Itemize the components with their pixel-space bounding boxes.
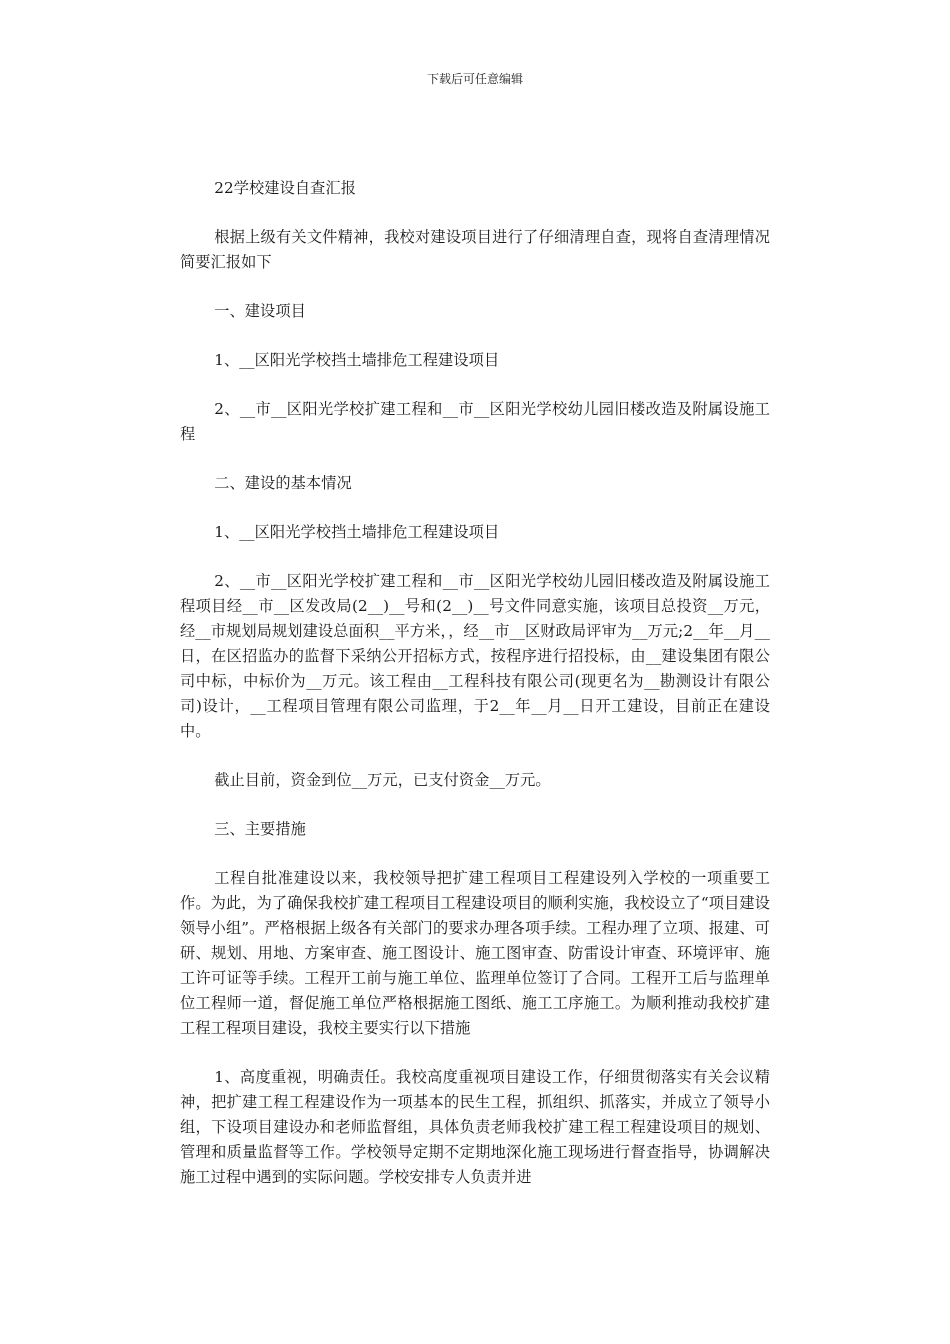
document-body	[180, 176, 770, 1214]
project-item-1: 1、__区阳光学校挡土墙排危工程建设项目	[214, 351, 500, 369]
measure-item-1: 1、高度重视，明确责任。我校高度重视项目建设工作，仔细贯彻落实有关会议精神，把扩建工程工程建设作为一项基本的民生工程，抓组织、抓落实，并成立了领导小组，下设项目建设办和老师监督组，具体负责老师我校扩建工程工程建设项目的规划、管理和质量监督等工作。学校领导定期不定期地深化施工现场进行督查指导，协调解决施工过程中遇到的实际问题。学校安排专人负责并进	[180, 1068, 770, 1186]
intro-paragraph: 根据上级有关文件精神，我校对建设项目进行了仔细清理自查，现将自查清理情况简要汇报如下	[180, 228, 770, 271]
project-item-2: 2、__市__区阳光学校扩建工程和__市__区阳光学校幼儿园旧楼改造及附属设施工程	[180, 400, 770, 443]
situation-item-1: 1、__区阳光学校挡土墙排危工程建设项目	[214, 523, 500, 541]
situation-item-2: 2、__市__区阳光学校扩建工程和__市__区阳光学校幼儿园旧楼改造及附属设施工程项目经__市__区发改局(2__)__号和(2__)__号文件同意实施，该项目总投资__万元，经__市规划局规划建设总面积__平方米，，经__市__区财政局评审为__万元;2__年__月__日，在区招监办的监督下采纳公开招标方式，按程序进行招投标，由__建设集团有限公司中标，中标价为__万元。该工程由__工程科技有限公司(现更名为__勘测设计有限公司)设计，__工程项目管理有限公司监理，于2__年__月__日开工建设，目前正在建设中。	[180, 572, 770, 740]
download-editable-note: 下载后可任意编辑	[426, 72, 523, 86]
document-title: 22学校建设自查汇报	[214, 179, 357, 197]
section-heading-1: 一、建设项目	[214, 302, 306, 320]
section-heading-2: 二、建设的基本情况	[214, 474, 352, 492]
funding-paragraph: 截止目前，资金到位__万元，已支付资金__万元。	[214, 771, 551, 789]
section-heading-3: 三、主要措施	[214, 820, 306, 838]
measures-intro-paragraph: 工程自批准建设以来，我校领导把扩建工程项目工程建设列入学校的一项重要工作。为此，为了确保我校扩建工程项目工程建设项目的顺利实施，我校设立了“项目建设领导小组”。严格根据上级各有关部门的要求办理各项手续。工程办理了立项、报建、可研、规划、用地、方案审查、施工图设计、施工图审查、防雷设计审查、环境评审、施工许可证等手续。工程开工前与施工单位、监理单位签订了合同。工程开工后与监理单位工程师一道，督促施工单位严格根据施工图纸、施工工序施工。为顺利推动我校扩建工程工程项目建设，我校主要实行以下措施	[180, 869, 770, 1037]
